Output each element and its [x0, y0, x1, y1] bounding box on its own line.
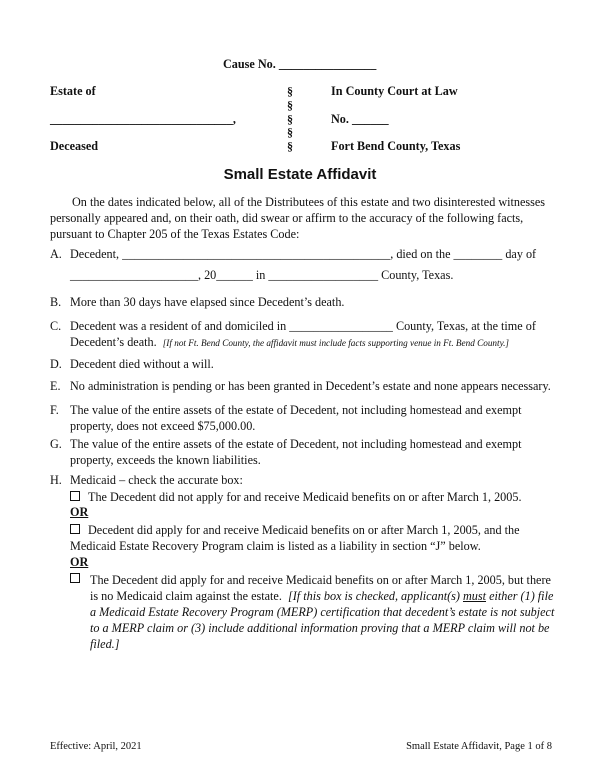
section-mark: §: [287, 139, 293, 153]
venue-note: [If not Ft. Bend County, the affidavit must include facts supporting venue in Ft. Bend County.]: [162, 338, 510, 348]
section-mark: §: [287, 125, 293, 139]
checkbox[interactable]: [70, 524, 80, 534]
checkbox[interactable]: [70, 573, 80, 583]
section-mark: §: [287, 112, 293, 126]
item-letter: A.: [50, 247, 62, 261]
item-letter: D.: [50, 357, 62, 371]
item-text: [70, 246, 555, 283]
or-label: OR: [70, 505, 89, 519]
case-number: No. ______: [331, 112, 389, 126]
effective-date: Effective: April, 2021: [50, 741, 142, 752]
item-letter: B.: [50, 295, 62, 309]
medicaid-option-3-checkbox-wrap: [70, 572, 88, 587]
item-letter: F.: [50, 403, 59, 417]
cause-number: Cause No. ________________: [223, 57, 377, 71]
item-a-line-1: Decedent, ____________________________________________, died on the ________ day of: [70, 247, 537, 261]
page-number: Small Estate Affidavit, Page 1 of 8: [406, 741, 552, 752]
item-text: Decedent died without a will.: [70, 357, 214, 371]
decedent-name-blank: ______________________________,: [50, 112, 236, 126]
must-emphasis: must: [462, 589, 487, 603]
medicaid-option-3: [90, 572, 560, 652]
medicaid-option-1: [70, 489, 560, 505]
or-label: OR: [70, 555, 89, 569]
item-a-line-2: _____________________, 20______ in __________________ County, Texas.: [70, 268, 454, 282]
court-name: In County Court at Law: [331, 84, 458, 98]
item-c-line-2: Decedent’s death.: [70, 335, 157, 349]
item-c-line-1: Decedent was a resident of and domiciled in _________________ County, Texas, at the time of: [70, 319, 536, 333]
option-text: The Decedent did not apply for and receive Medicaid benefits on or after March 1, 2005.: [88, 490, 522, 504]
item-letter: E.: [50, 379, 61, 393]
item-text: No administration is pending or has been granted in Decedent’s estate and none appears necessary.: [70, 379, 551, 393]
estate-of-label: Estate of: [50, 84, 96, 98]
item-text: The value of the entire assets of the estate of Decedent, not including homestead and exempt property, does not exceed $75,000.00.: [70, 403, 522, 433]
option-text: The Decedent did apply for and receive Medicaid benefits on or after March 1, 2005, but there is no Medicaid claim against the estate.: [90, 573, 551, 603]
item-letter: G.: [50, 437, 62, 451]
section-mark: §: [287, 98, 293, 112]
deceased-label: Deceased: [50, 139, 99, 153]
item-text: Medicaid – check the accurate box:: [70, 473, 243, 487]
item-text: The value of the entire assets of the estate of Decedent, not including homestead and exempt property, exceeds the known liabilities.: [70, 437, 522, 467]
intro-paragraph: On the dates indicated below, all of the Distributees of this estate and two disinterested witnesses personally appeared and, on their oath, did swear or affirm to the accuracy of the following facts, pursuant to Chapter 205 of the Texas Estates Code:: [50, 195, 546, 241]
item-text: [70, 318, 555, 351]
county-name: Fort Bend County, Texas: [331, 139, 461, 153]
medicaid-option-2: [70, 522, 560, 554]
item-letter: H.: [50, 473, 62, 487]
checkbox[interactable]: [70, 491, 80, 501]
item-a: [50, 246, 555, 282]
section-mark: §: [287, 84, 293, 98]
item-text: More than 30 days have elapsed since Decedent’s death.: [70, 295, 345, 309]
merp-note-part: [If this box is checked, applicant(s): [288, 589, 460, 603]
merp-note-part: either (1) file a Medicaid Estate Recovery Program (MERP) certification that decedent’s estate is not subject to a MERP claim or (3) include additional information proving that a MERP claim will not be filed.]: [90, 589, 555, 651]
page-title: Small Estate Affidavit: [223, 166, 377, 183]
item-letter: C.: [50, 319, 62, 333]
option-text: Decedent did apply for and receive Medicaid benefits on or after March 1, 2005, and the Medicaid Estate Recovery Program claim is listed as a liability in section “J” below.: [70, 523, 520, 553]
